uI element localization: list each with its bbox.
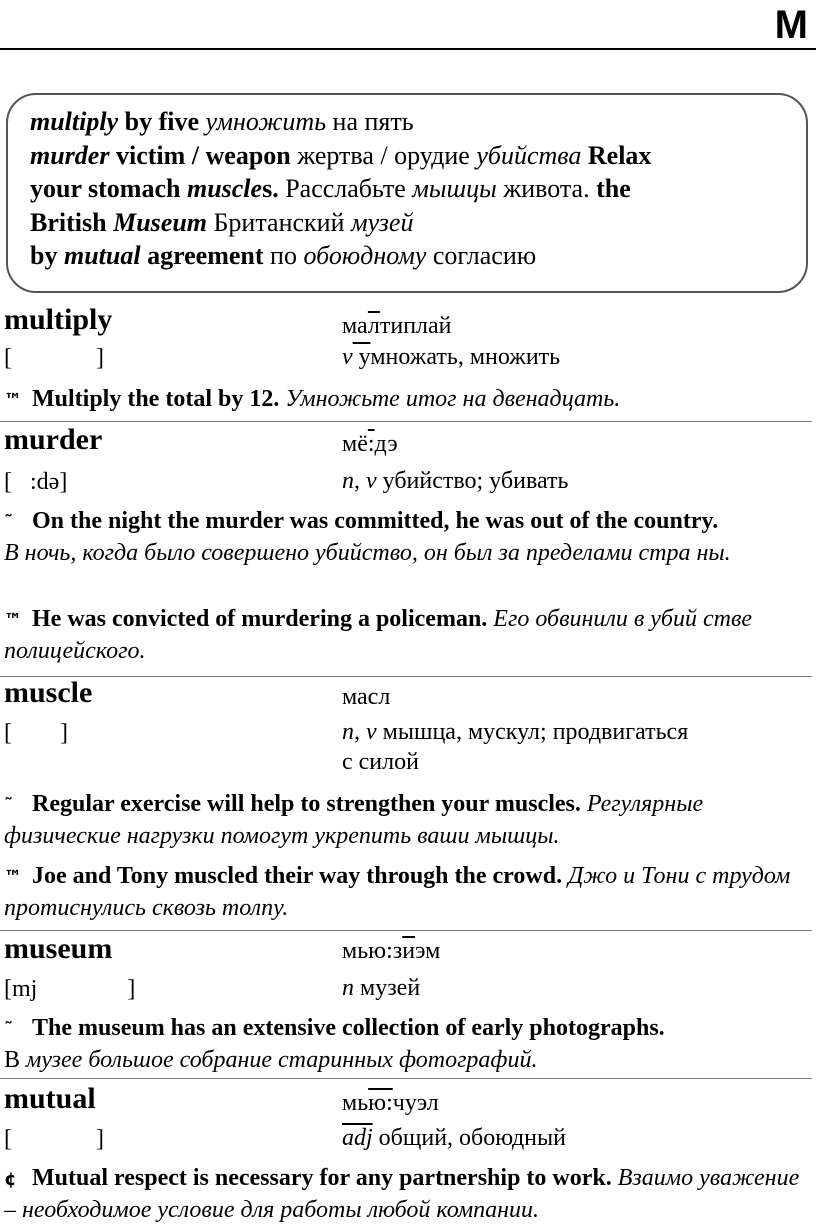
page-letter: M <box>774 3 808 47</box>
example: ˜ The museum has an extensive collection of early photographs. В музее большое собрание старинных фотографий. <box>4 1015 665 1073</box>
pronunciation: [ ] <box>4 1126 104 1152</box>
entry-separator <box>0 676 812 677</box>
entry-separator <box>0 930 812 931</box>
example: ¢ Mutual respect is necessary for any partnership to work. Взаимо уважение – необходимое условие для работы любой компании. <box>4 1165 800 1223</box>
transliteration: мью:чуэл <box>342 1090 439 1116</box>
definition: n, v убийство; убивать <box>342 468 569 494</box>
definition: n, v мышца, мускул; продвигаться с силой <box>342 719 689 775</box>
box-line-4: British Museum Британский музей <box>30 207 414 237</box>
box-line-5: by mutual agreement по обоюдному согласию <box>30 241 537 270</box>
definition: n музей <box>342 975 421 1001</box>
transliteration: мё:дэ <box>342 431 398 457</box>
headword: murder <box>4 423 103 456</box>
headword: mutual <box>4 1082 96 1115</box>
transliteration: масл <box>342 684 391 710</box>
pronunciation: [ ] <box>4 720 68 746</box>
box-line-3: your stomach muscles. Расслабьте мышцы живота. the <box>30 174 631 203</box>
pronunciation: [ :də] <box>4 469 68 495</box>
definition: v умножать, множить <box>342 344 561 370</box>
transliteration: малтиплай <box>342 313 452 339</box>
collocations-box <box>6 93 808 293</box>
example: ˜ On the night the murder was committed, he was out of the country. В ночь, когда было совершено убийство, он был за пределами стра ны. <box>4 508 731 566</box>
box-line-2: murder victim / weapon жертва / орудие убийства Relax <box>30 140 652 170</box>
example: ™ Multiply the total by 12. Умножьте итог на двенадцать. <box>4 386 621 412</box>
transliteration: мью:зиэм <box>342 938 441 964</box>
entry-separator <box>0 421 812 422</box>
headword: museum <box>4 932 113 965</box>
entry-separator <box>0 1078 812 1079</box>
box-line-1: multiply by five умножить на пять <box>30 107 414 136</box>
definition: $\overline{adj}$ общий, обоюдный <box>342 1125 566 1151</box>
header-rule <box>0 48 816 50</box>
example: ˜ Regular exercise will help to strengthen your muscles. Регулярные физические нагрузки помогут укрепить ваши мышцы. <box>4 791 704 849</box>
example: ™ Joe and Tony muscled their way through the crowd. Джо и Тони с трудом протиснулись сквозь толпу. <box>4 863 791 921</box>
pronunciation: [mj ] <box>4 976 136 1002</box>
headword: multiply <box>4 303 113 336</box>
headword: muscle <box>4 676 93 709</box>
example: ™ He was convicted of murdering a policeman. Его обвинили в убий стве полицейского. <box>4 606 753 664</box>
pronunciation: [ ] <box>4 345 104 371</box>
